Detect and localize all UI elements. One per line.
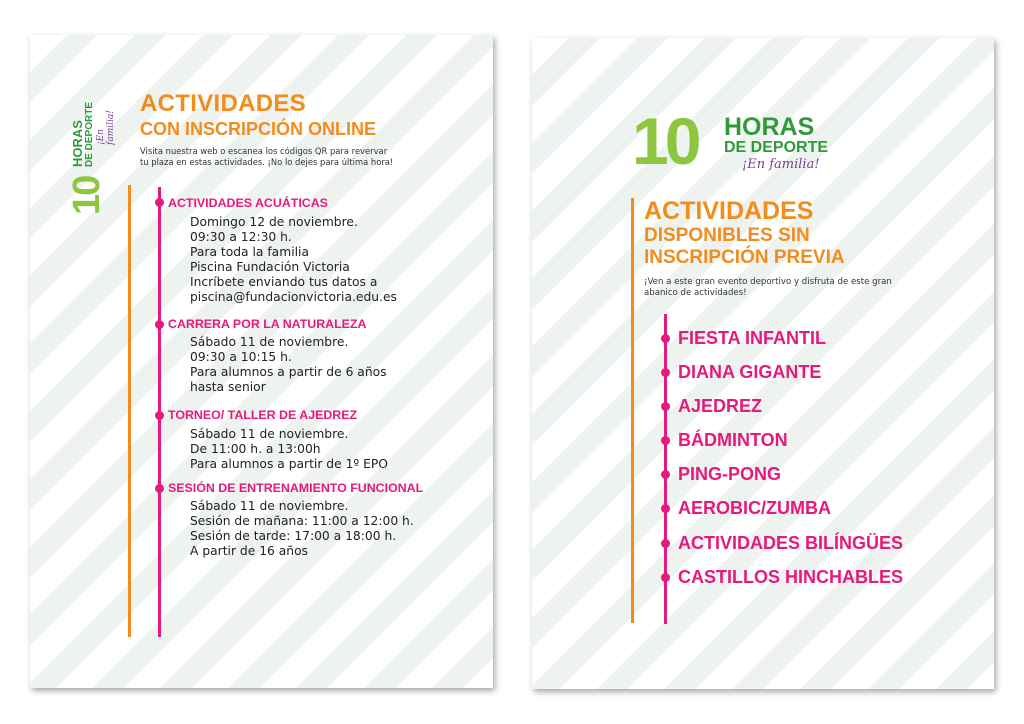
detail-line: Sábado 11 de noviembre. — [190, 335, 349, 349]
detail-line: 09:30 a 10:15 h. — [190, 350, 292, 364]
activity-item: PING-PONG — [678, 464, 782, 484]
page-title — [644, 198, 845, 269]
timeline-dot — [155, 411, 164, 420]
orange-divider-line — [631, 198, 634, 623]
detail-line: Para alumnos a partir de 1º EPO — [190, 457, 388, 471]
detail-line: Para toda la familia — [190, 245, 309, 259]
detail-line: Sábado 11 de noviembre. — [190, 499, 349, 513]
activity-title: SESIÓN DE ENTRENAMIENTO FUNCIONAL — [168, 481, 424, 495]
timeline-dot — [661, 368, 670, 377]
timeline-dot — [661, 402, 670, 411]
intro-line: tu plaza en estas actividades. ¡No lo dejes para última hora! — [140, 157, 394, 167]
logo-familia: ¡En familia! — [96, 110, 116, 145]
activity-item: BÁDMINTON — [678, 430, 788, 450]
page-title-line1: ACTIVIDADES — [140, 90, 306, 117]
timeline-dot — [155, 484, 164, 493]
logo-number: 10 — [632, 104, 698, 178]
page-title-line2: CON INSCRIPCIÓN ONLINE — [140, 119, 377, 139]
timeline-dot — [661, 539, 670, 548]
detail-line: Incríbete enviando tus datos a — [190, 275, 378, 289]
activity-title: ACTIVIDADES ACUÁTICAS — [168, 196, 328, 210]
detail-line: 09:30 a 12:30 h. — [190, 230, 292, 244]
detail-line: Piscina Fundación Victoria — [190, 260, 350, 274]
logo-number: 10 — [66, 176, 108, 215]
logo-horas: HORAS — [724, 113, 815, 141]
page-title-line1: ACTIVIDADES — [644, 197, 814, 225]
activity-item: FIESTA INFANTIL — [678, 328, 826, 348]
timeline-dot — [661, 470, 670, 479]
detail-line: Para alumnos a partir de 6 años — [190, 365, 387, 379]
activity-details — [190, 427, 480, 472]
activity-item: AEROBIC/ZUMBA — [678, 498, 831, 518]
detail-line: A partir de 16 años — [190, 544, 309, 558]
detail-line: piscina@fundacionvictoria.edu.es — [190, 290, 397, 304]
intro-text — [644, 277, 969, 299]
detail-line: Sesión de mañana: 11:00 a 12:00 h. — [190, 514, 414, 528]
flyer-page-online-registration — [30, 35, 493, 688]
activity-title: CARRERA POR LA NATURALEZA — [168, 317, 367, 331]
activity-item: ACTIVIDADES BILÍNGÜES — [678, 533, 904, 553]
intro-line: ¡Ven a este gran evento deportivo y disfruta de este gran — [644, 277, 892, 287]
activity-item: AJEDREZ — [678, 396, 763, 416]
timeline-dot — [661, 573, 670, 582]
detail-line: Sábado 11 de noviembre. — [190, 427, 349, 441]
detail-line: De 11:00 h. a 13:00h — [190, 442, 321, 456]
flyer-page-no-registration — [532, 38, 994, 689]
page-title-line2: DISPONIBLES SIN — [644, 225, 810, 246]
detail-line: Domingo 12 de noviembre. — [190, 215, 358, 229]
event-logo — [632, 104, 872, 188]
activity-details — [190, 215, 480, 305]
orange-divider-line — [128, 185, 131, 637]
intro-line: Visita nuestra web o escanea los códigos QR para revervar — [140, 146, 388, 156]
activity-details — [190, 335, 480, 395]
activity-details — [190, 499, 480, 559]
logo-deporte: DE DEPORTE — [724, 139, 829, 156]
detail-line: hasta senior — [190, 380, 266, 394]
logo-familia: ¡En familia! — [742, 157, 820, 172]
activity-item: CASTILLOS HINCHABLES — [678, 567, 903, 587]
activity-item: DIANA GIGANTE — [678, 362, 822, 382]
timeline-dot — [661, 436, 670, 445]
intro-line: abanico de actividades! — [644, 288, 747, 298]
activity-title: TORNEO/ TALLER DE AJEDREZ — [168, 408, 358, 422]
detail-line: Sesión de tarde: 17:00 a 18:00 h. — [190, 529, 397, 543]
logo-horas: HORAS — [70, 120, 85, 167]
timeline-dot — [661, 334, 670, 343]
timeline-dot — [155, 320, 164, 329]
timeline-dot — [155, 198, 164, 207]
timeline-dot — [661, 504, 670, 513]
logo-deporte: DE DEPORTE — [84, 101, 95, 167]
page-title-line3: INSCRIPCIÓN PREVIA — [644, 247, 845, 268]
intro-text — [140, 146, 470, 168]
